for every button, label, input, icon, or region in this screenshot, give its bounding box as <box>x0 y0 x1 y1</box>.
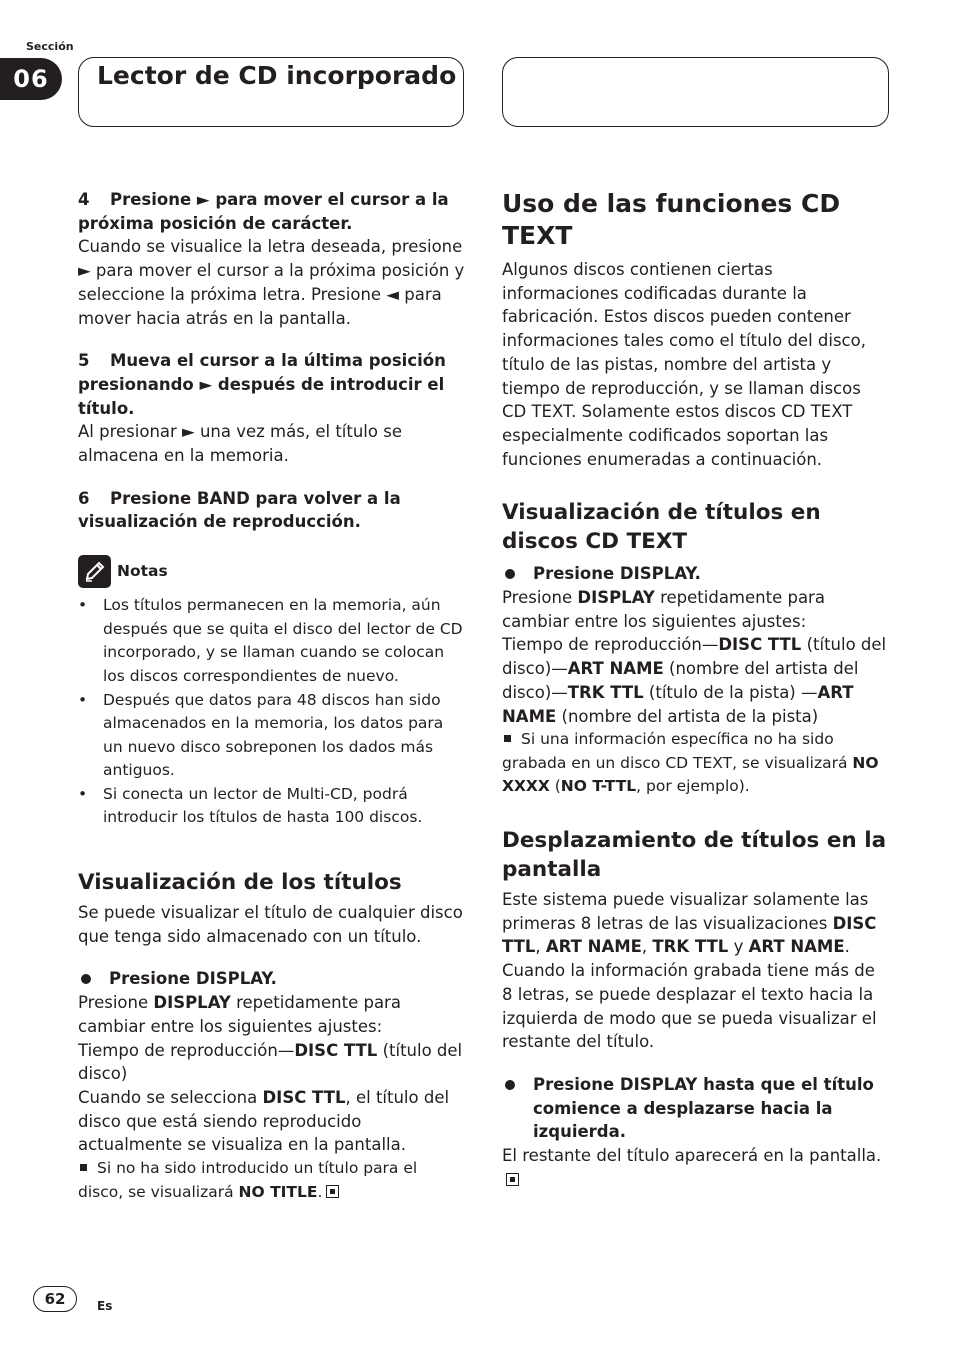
square-bullet-icon <box>80 1164 87 1171</box>
bullet-text: Presione DISPLAY. <box>533 564 701 584</box>
step-5 <box>78 349 466 420</box>
main-heading: Uso de las funciones CD TEXT <box>502 189 841 250</box>
list-item: • Los títulos permanecen en la memoria, aún después que se quita el disco del lector de CD incorporado, y se llaman cuando se colocan los discos correspondientes de nuevo. <box>78 594 466 688</box>
step-title: Presione ► para mover el cursor a la próxima posición de carácter. <box>78 190 449 233</box>
bullet-text: Presione DISPLAY. <box>109 969 277 989</box>
section-number-tab: 06 <box>0 58 62 100</box>
notes-list <box>78 594 466 830</box>
step-number: 5 <box>78 351 90 371</box>
end-mark-icon <box>326 1185 339 1198</box>
language-label: Es <box>97 1299 113 1313</box>
paragraph: El restante del título aparecerá en la pantalla. <box>502 1144 890 1191</box>
step-number: 6 <box>78 488 90 508</box>
right-column <box>502 188 890 1191</box>
paragraph: Presione DISPLAY repetidamente para cambiar entre los siguientes ajustes: <box>502 588 825 631</box>
paragraph: Tiempo de reproducción—DISC TTL (título del disco) <box>78 1040 463 1084</box>
step-5-body: Al presionar ► una vez más, el título se almacena en la memoria. <box>78 422 402 466</box>
list-item: • Si conecta un lector de Multi-CD, podrá introducir los títulos de hasta 100 discos. <box>78 783 466 830</box>
intro-paragraph: Algunos discos contienen ciertas informaciones codificadas durante la fabricación. Estos discos pueden contener informaciones tales como el título del disco, título de las pistas, nombre del artista y tiempo de reproducción, y se llaman discos CD TEXT. Solamente estos discos CD TEXT especialmente codificados soportan las funciones enumeradas a continuación. <box>502 260 866 469</box>
bullet-step <box>502 562 890 586</box>
section-label: Sección <box>26 40 74 53</box>
page-number: 62 <box>33 1286 77 1312</box>
section-heading-cd-text: Visualización de títulos en discos CD TEXT <box>502 500 821 555</box>
header-empty-box <box>502 57 889 127</box>
notes-title: Notas <box>117 561 168 580</box>
end-mark-icon <box>506 1173 519 1186</box>
step-title: Mueva el cursor a la última posición presionando ► después de introducir el título. <box>78 351 446 418</box>
square-bullet-icon <box>504 735 511 742</box>
note-paragraph: Si una información específica no ha sido grabada en un disco CD TEXT, se visualizará NO XXXX (NO T-TTL, por ejemplo). <box>502 730 879 796</box>
pen-icon <box>78 555 111 588</box>
section-heading-visualizacion: Visualización de los títulos <box>78 870 402 896</box>
list-item: • Después que datos para 48 discos han sido almacenados en la memoria, los datos para un nuevo disco sobreponen los dados más antiguos. <box>78 689 466 783</box>
bullet-step <box>78 967 466 991</box>
notes-header <box>78 555 466 588</box>
bullet-icon <box>502 562 533 586</box>
paragraph: Este sistema puede visualizar solamente las primeras 8 letras de las visualizaciones DISC TTL, ART NAME, TRK TTL y ART NAME. Cuando la información grabada tiene más de 8 letras, se puede desplazar el texto hacia la izquierda de modo que se pueda visualizar el restante del título. <box>502 890 877 1052</box>
step-number: 4 <box>78 190 90 209</box>
step-4-body: Cuando se visualice la letra deseada, presione ► para mover el cursor a la próxima posición y seleccione la próxima letra. Presione ◄ para mover hacia atrás en la pantalla. <box>78 237 465 328</box>
visualizacion-intro: Se puede visualizar el título de cualquier disco que tenga sido almacenado con un título. <box>78 903 463 946</box>
bullet-text: Presione DISPLAY hasta que el título comience a desplazarse hacia la izquierda. <box>533 1074 874 1142</box>
paragraph: Tiempo de reproducción—DISC TTL (título del disco)—ART NAME (nombre del artista del disco)—TRK TTL (título de la pista) —ART NAME (nombre del artista de la pista) <box>502 635 887 726</box>
bullet-icon <box>502 1073 533 1144</box>
note-paragraph: Si no ha sido introducido un título para el disco, se visualizará NO TITLE. <box>78 1159 418 1201</box>
section-heading-desplazamiento: Desplazamiento de títulos en la pantalla <box>502 828 887 883</box>
bullet-icon <box>78 967 109 991</box>
left-column <box>78 188 466 1204</box>
step-title: Presione BAND para volver a la visualización de reproducción. <box>78 488 401 532</box>
bullet-step <box>502 1073 890 1144</box>
step-4 <box>78 188 466 235</box>
step-6 <box>78 487 466 534</box>
paragraph: Cuando se selecciona DISC TTL, el título del disco que está siendo reproducido actualmente se visualiza en la pantalla. <box>78 1088 450 1155</box>
paragraph: Presione DISPLAY repetidamente para cambiar entre los siguientes ajustes: <box>78 993 401 1036</box>
page-title: Lector de CD incorporado <box>97 61 457 90</box>
